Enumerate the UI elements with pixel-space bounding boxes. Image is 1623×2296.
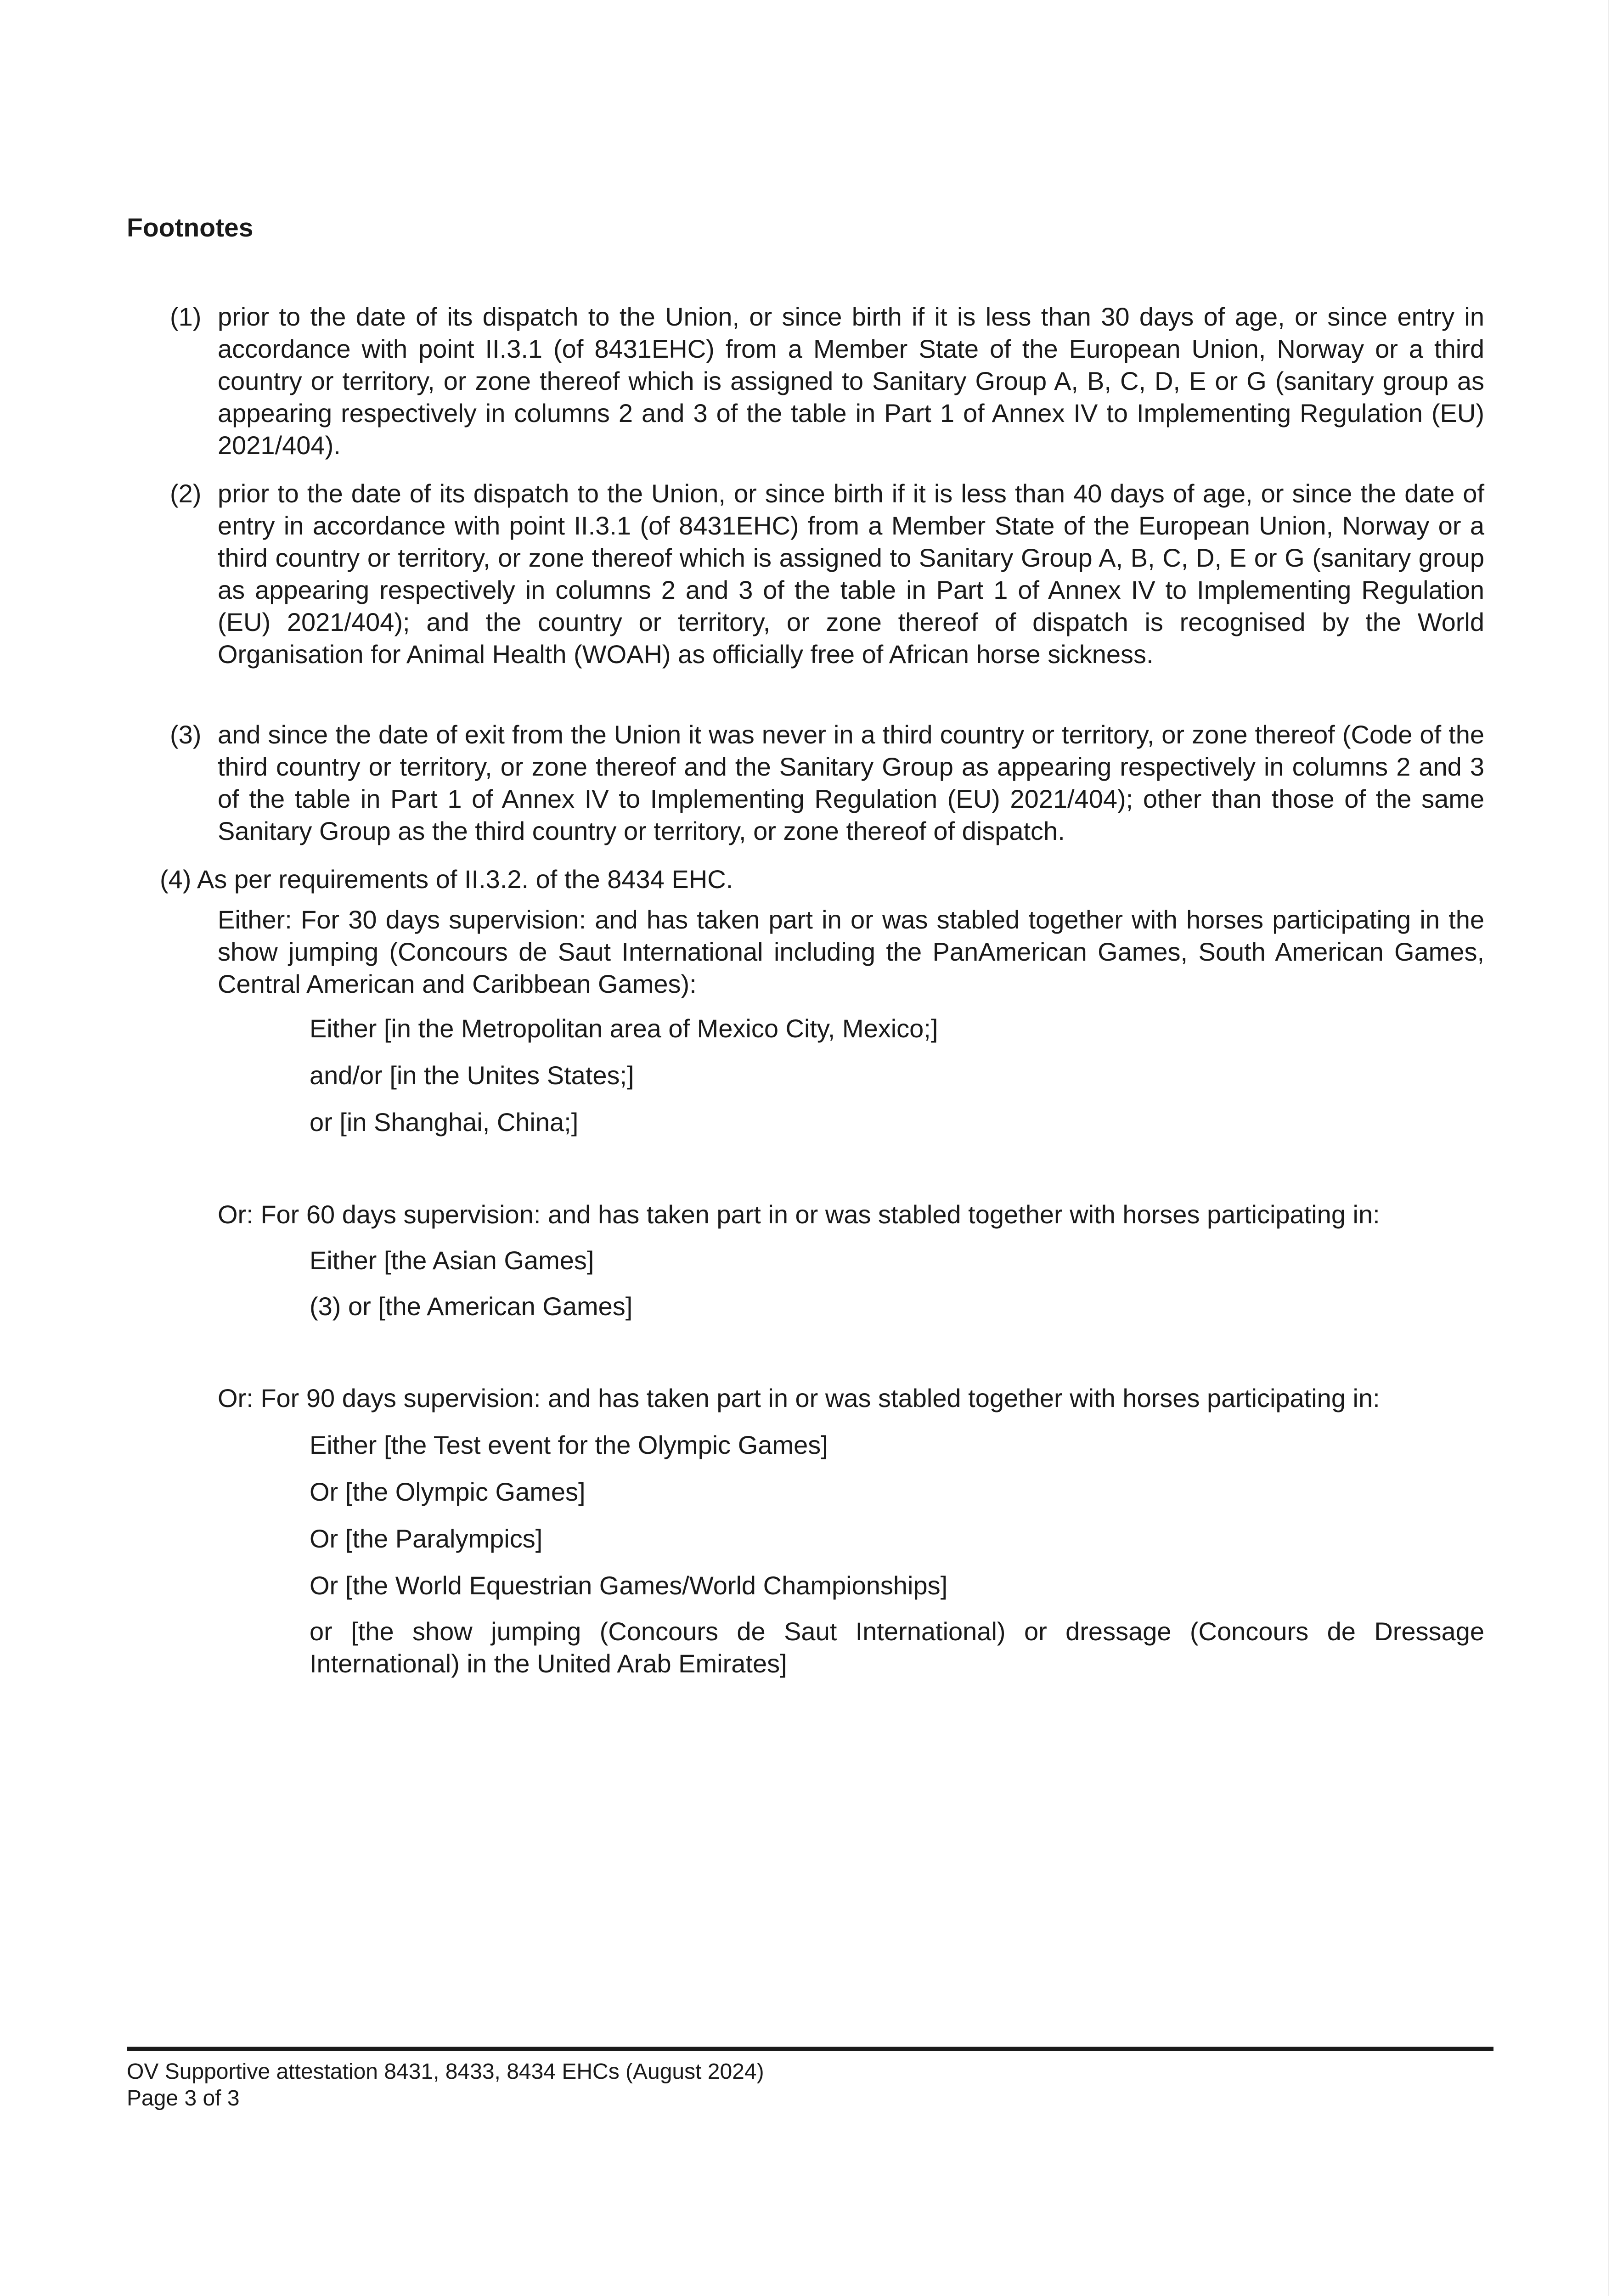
option-30-shanghai: or [in Shanghai, China;] [310,1108,579,1137]
footnote-4-either-30-days: Either: For 30 days supervision: and has taken part in or was stabled together with horses participating in the show jumping (Concours de Saut International including the PanAmerican Games, South American Games, Central American and Caribbean Games): [218,905,1484,998]
option-60-american-games: (3) or [the American Games] [310,1292,633,1321]
footnote-4-or-90-days: Or: For 90 days supervision: and has taken part in or was stabled together with horses participating in: [218,1384,1380,1412]
footnote-4-title: (4) As per requirements of II.3.2. of the 8434 EHC. [160,865,733,894]
footnote-1-number: (1) [170,302,202,331]
footnote-2 [170,478,1484,670]
option-30-united-states: and/or [in the Unites States;] [310,1061,634,1090]
footnote-2-text: prior to the date of its dispatch to the Union, or since birth if it is less than 40 days of age, or since the date of entry in accordance with point II.3.1 (of 8431EHC) from a Member State of the European Union, Norway or a third country or territory, or zone thereof which is assigned to Sanitary Group A, B, C, D, E or G (sanitary group as appearing respectively in columns 2 and 3 of the table in Part 1 of Annex IV to Implementing Regulation (EU) 2021/404); and the country or territory, or zone thereof of dispatch is recognised by the World Organisation for Animal Health (WOAH) as officially free of African horse sickness. [218,479,1484,669]
footnotes-heading: Footnotes [127,213,254,242]
footnote-3-text: and since the date of exit from the Union it was never in a third country or territory, or zone thereof (Code of the third country or territory, or zone thereof and the Sanitary Group as appearing respectively in columns 2 and 3 of the table in Part 1 of Annex IV to Implementing Regulation (EU) 2021/404); other than those of the same Sanitary Group as the third country or territory, or zone thereof of dispatch. [218,720,1484,845]
option-90-test-event: Either [the Test event for the Olympic Games] [310,1430,828,1459]
footnote-1-text: prior to the date of its dispatch to the Union, or since birth if it is less than 30 days of age, or since entry in accordance with point II.3.1 (of 8431EHC) from a Member State of the European Union, Norway or a third country or territory, or zone thereof which is assigned to Sanitary Group A, B, C, D, E or G (sanitary group as appearing respectively in columns 2 and 3 of the table in Part 1 of Annex IV to Implementing Regulation (EU) 2021/404). [218,302,1484,460]
footnote-3 [170,719,1484,847]
option-90-paralympics: Or [the Paralympics] [310,1524,543,1553]
option-90-world-equestrian: Or [the World Equestrian Games/World Championships] [310,1571,948,1600]
option-60-asian-games: Either [the Asian Games] [310,1246,594,1275]
footnote-1 [170,301,1484,461]
footer-divider [127,2047,1493,2051]
footer-document-title: OV Supportive attestation 8431, 8433, 8434 EHCs (August 2024) [127,2060,764,2084]
option-90-olympic-games: Or [the Olympic Games] [310,1477,586,1506]
scan-edge-line [1608,0,1609,2296]
footnote-3-number: (3) [170,720,202,749]
footnote-4-or-60-days: Or: For 60 days supervision: and has taken part in or was stabled together with horses participating in: [218,1200,1380,1229]
footer-page-number: Page 3 of 3 [127,2086,240,2110]
option-90-uae: or [the show jumping (Concours de Saut International) or dressage (Concours de Dressage International) in the United Arab Emirates] [310,1617,1484,1678]
footnote-2-number: (2) [170,479,202,508]
option-30-mexico: Either [in the Metropolitan area of Mexico City, Mexico;] [310,1014,938,1043]
